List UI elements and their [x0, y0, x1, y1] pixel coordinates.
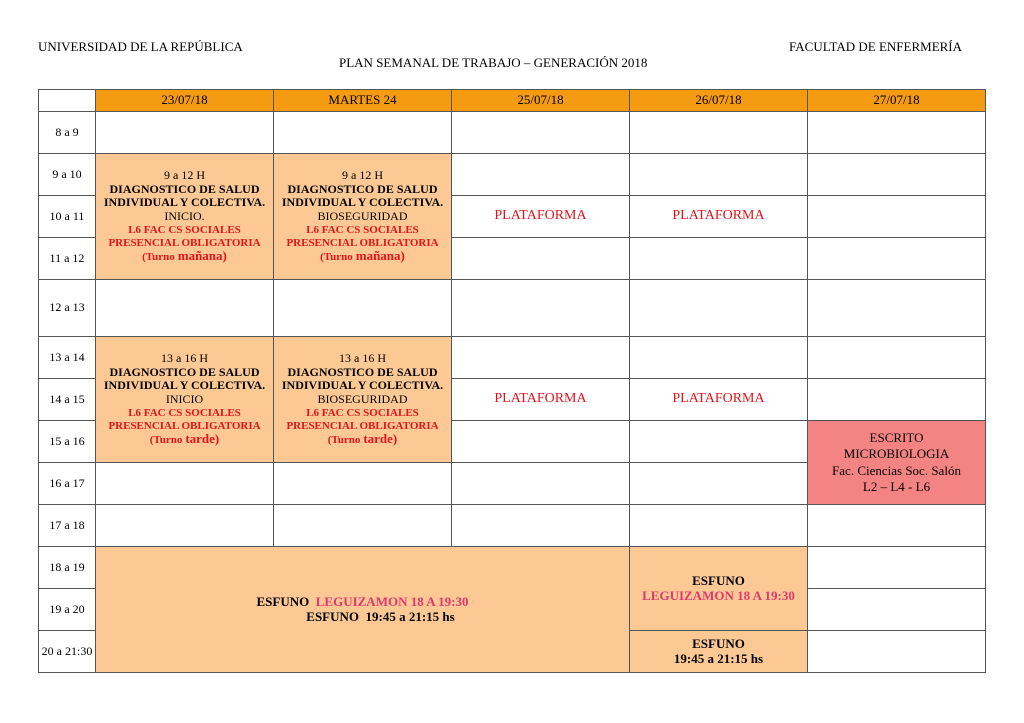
- empty-cell: [808, 505, 986, 547]
- class-subtitle: BIOSEGURIDAD: [317, 392, 408, 407]
- empty-cell: [96, 280, 274, 337]
- corner-cell: [39, 90, 96, 112]
- class-attendance: PRESENCIAL OBLIGATORIA: [108, 419, 261, 432]
- time-label: 18 a 19: [39, 547, 96, 589]
- empty-cell: [630, 505, 808, 547]
- empty-cell: [630, 463, 808, 505]
- esfuno-label: ESFUNO: [692, 635, 745, 651]
- class-turno: tarde): [363, 431, 398, 447]
- empty-cell: [630, 280, 808, 337]
- class-subtitle: INICIO.: [164, 209, 205, 224]
- empty-cell: [452, 463, 630, 505]
- class-subtitle: BIOSEGURIDAD: [317, 209, 408, 224]
- class-time: 9 a 12 H: [342, 167, 383, 182]
- class-block-morning-mon: [96, 154, 274, 280]
- class-time: 13 a 16 H: [339, 350, 386, 365]
- day-header-mon: 23/07/18: [96, 90, 274, 112]
- exam-type: ESCRITO: [869, 430, 924, 445]
- empty-cell: [452, 421, 630, 463]
- esfuno-block-mon-wed: [96, 547, 630, 673]
- day-header-wed: 25/07/18: [452, 90, 630, 112]
- day-header-tue: MARTES 24: [274, 90, 452, 112]
- exam-rooms: L2 – L4 - L6: [862, 478, 931, 494]
- time-label: 19 a 20: [39, 589, 96, 631]
- empty-cell: [452, 280, 630, 337]
- class-title: DIAGNOSTICO DE SALUD INDIVIDUAL Y COLECTIVA.: [103, 181, 266, 210]
- class-turno-label: (Turno: [327, 434, 361, 447]
- time-label: 8 a 9: [39, 112, 96, 154]
- empty-cell: [808, 238, 986, 280]
- faculty-name: FACULTAD DE ENFERMERÍA: [789, 39, 963, 54]
- esfuno-time-2: 19:45 a 21:15 hs: [365, 608, 455, 624]
- class-turno-label: (Turno: [142, 251, 175, 264]
- weekly-schedule-table: [38, 89, 986, 673]
- esfuno-block-thu-top: [630, 547, 808, 631]
- empty-cell: [96, 505, 274, 547]
- time-label: 13 a 14: [39, 337, 96, 379]
- time-label: 10 a 11: [39, 196, 96, 238]
- class-turno-label: (Turno: [320, 251, 353, 264]
- class-attendance: PRESENCIAL OBLIGATORIA: [108, 236, 261, 249]
- class-time: 13 a 16 H: [161, 350, 208, 365]
- empty-cell: [808, 280, 986, 337]
- day-header-thu: 26/07/18: [630, 90, 808, 112]
- time-label: 16 a 17: [39, 463, 96, 505]
- class-title: DIAGNOSTICO DE SALUD INDIVIDUAL Y COLECTIVA.: [281, 181, 444, 210]
- empty-cell: [808, 589, 986, 631]
- esfuno-block-thu-bottom: [630, 631, 808, 673]
- empty-cell: [630, 337, 808, 379]
- esfuno-place: LEGUIZAMON 18 A 19:30: [315, 593, 469, 609]
- class-attendance: PRESENCIAL OBLIGATORIA: [286, 236, 439, 249]
- plataforma-wed-afternoon: PLATAFORMA: [452, 379, 630, 421]
- esfuno-label-2: ESFUNO: [306, 608, 360, 624]
- esfuno-label: ESFUNO: [692, 572, 745, 588]
- class-block-afternoon-tue: [274, 337, 452, 463]
- time-label: 15 a 16: [39, 421, 96, 463]
- empty-cell: [96, 112, 274, 154]
- class-turno: mañana): [177, 248, 227, 264]
- class-location: L6 FAC CS SOCIALES: [128, 223, 241, 236]
- plataforma-thu-afternoon: PLATAFORMA: [630, 379, 808, 421]
- plataforma-thu-morning: PLATAFORMA: [630, 196, 808, 238]
- class-turno-label: (Turno: [149, 434, 183, 447]
- empty-cell: [808, 337, 986, 379]
- empty-cell: [808, 154, 986, 196]
- class-title: DIAGNOSTICO DE SALUD INDIVIDUAL Y COLECTIVA.: [281, 364, 444, 393]
- empty-cell: [452, 112, 630, 154]
- class-block-afternoon-mon: [96, 337, 274, 463]
- exam-location: Fac. Ciencias Soc. Salón: [832, 462, 961, 478]
- empty-cell: [630, 421, 808, 463]
- empty-cell: [274, 280, 452, 337]
- time-row: [39, 337, 986, 379]
- time-row: [39, 505, 986, 547]
- empty-cell: [630, 238, 808, 280]
- empty-cell: [630, 154, 808, 196]
- class-block-morning-tue: [274, 154, 452, 280]
- esfuno-time: 19:45 a 21:15 hs: [673, 650, 764, 666]
- empty-cell: [808, 379, 986, 421]
- empty-cell: [808, 631, 986, 673]
- plataforma-wed-morning: PLATAFORMA: [452, 196, 630, 238]
- empty-cell: [808, 112, 986, 154]
- class-turno: mañana): [355, 248, 405, 264]
- time-row: [39, 154, 986, 196]
- empty-cell: [274, 505, 452, 547]
- empty-cell: [452, 154, 630, 196]
- empty-cell: [452, 505, 630, 547]
- day-header-fri: 27/07/18: [808, 90, 986, 112]
- class-location: L6 FAC CS SOCIALES: [128, 406, 241, 419]
- time-row: [39, 547, 986, 589]
- empty-cell: [808, 196, 986, 238]
- empty-cell: [96, 463, 274, 505]
- empty-cell: [808, 547, 986, 589]
- time-label: 9 a 10: [39, 154, 96, 196]
- day-header-row: [39, 90, 986, 112]
- class-time: 9 a 12 H: [164, 167, 205, 182]
- empty-cell: [452, 337, 630, 379]
- exam-subject: MICROBIOLOGIA: [843, 446, 950, 462]
- esfuno-place: LEGUIZAMON 18 A 19:30: [642, 587, 795, 603]
- empty-cell: [274, 463, 452, 505]
- class-title: DIAGNOSTICO DE SALUD INDIVIDUAL Y COLECTIVA.: [103, 364, 266, 393]
- university-name: UNIVERSIDAD DE LA REPÚBLICA: [38, 39, 243, 54]
- time-row: [39, 280, 986, 337]
- time-row: [39, 112, 986, 154]
- class-turno: tarde): [185, 431, 220, 447]
- plan-title: PLAN SEMANAL DE TRABAJO – GENERACIÓN 2018: [339, 55, 648, 70]
- time-label: 14 a 15: [39, 379, 96, 421]
- empty-cell: [630, 112, 808, 154]
- esfuno-label: ESFUNO: [256, 593, 310, 609]
- time-label: 11 a 12: [39, 238, 96, 280]
- time-label: 12 a 13: [39, 280, 96, 337]
- time-label: 20 a 21:30: [39, 631, 96, 673]
- class-subtitle: INICIO: [165, 392, 204, 407]
- time-label: 17 a 18: [39, 505, 96, 547]
- class-attendance: PRESENCIAL OBLIGATORIA: [286, 419, 439, 432]
- exam-microbiologia: [808, 421, 986, 505]
- class-location: L6 FAC CS SOCIALES: [306, 406, 419, 419]
- class-location: L6 FAC CS SOCIALES: [306, 223, 419, 236]
- empty-cell: [452, 238, 630, 280]
- empty-cell: [274, 112, 452, 154]
